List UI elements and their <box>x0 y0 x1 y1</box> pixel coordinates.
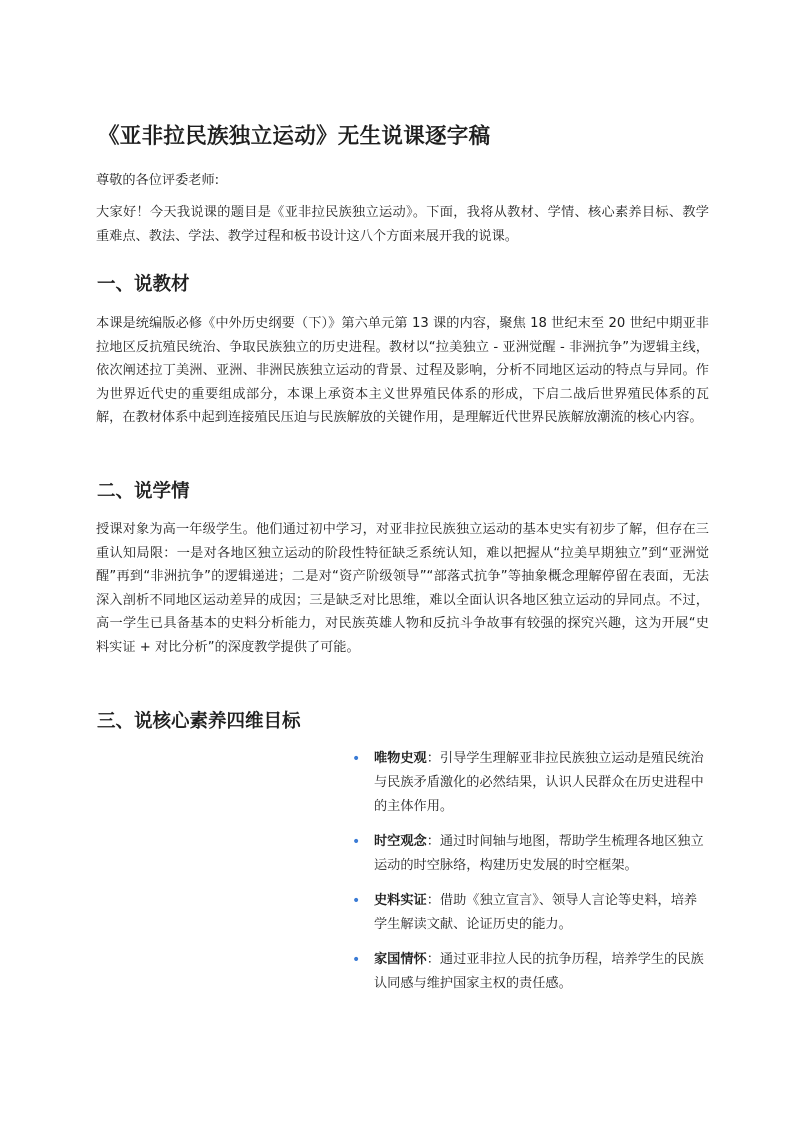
bullet-icon: • <box>352 952 361 968</box>
section-heading-goals: 三、说核心素养四维目标 <box>97 711 301 732</box>
goal-term: 时空观念 <box>374 834 427 849</box>
goals-list <box>352 747 710 1007</box>
goal-term: 唯物史观 <box>374 751 427 766</box>
list-item <box>352 747 710 819</box>
list-item <box>352 830 710 878</box>
goal-description: ：通过亚非拉人民的抗争历程，培养学生的民族认同感与维护国家主权的责任感。 <box>374 952 704 991</box>
intro-paragraph: 大家好！今天我说课的题目是《亚非拉民族独立运动》。下面，我将从教材、学情、核心素养目标、教学重难点、教法、学法、教学过程和板书设计这八个方面来展开我的说课。 <box>96 205 709 244</box>
list-item <box>352 948 710 996</box>
document-title: 《亚非拉民族独立运动》无生说课逐字稿 <box>98 124 491 149</box>
goal-description: ：通过时间轴与地图，帮助学生梳理各地区独立运动的时空脉络，构建历史发展的时空框架。 <box>374 834 704 873</box>
bullet-icon: • <box>352 751 361 767</box>
goal-term: 家国情怀 <box>374 952 427 967</box>
section-heading-textbook: 一、说教材 <box>97 274 190 295</box>
goal-description: ：借助《独立宣言》、领导人言论等史料，培养学生解读文献、论证历史的能力。 <box>374 893 698 932</box>
greeting: 尊敬的各位评委老师: <box>96 173 220 188</box>
bullet-icon: • <box>352 834 361 850</box>
goal-term: 史料实证 <box>374 893 427 908</box>
bullet-icon: • <box>352 893 361 909</box>
section-heading-students: 二、说学情 <box>97 481 190 502</box>
section-text-textbook: 本课是统编版必修《中外历史纲要（下）》第六单元第 13 课的内容，聚焦 18 世纪末至 20 世纪中期亚非拉地区反抗殖民统治、争取民族独立的历史进程。教材以“拉美独立 - 亚洲觉醒 - 非洲抗争”为逻辑主线，依次阐述拉丁美洲、亚洲、非洲民族独立运动的背景、过程及影响，分析不同地区运动的特点与异同。作为世界近代史的重要组成部分，本课上承资本主义世界殖民体系的形成，下启二战后世界殖民体系的瓦解，在教材体系中起到连接殖民压迫与民族解放的关键作用，是理解近代世界民族解放潮流的核心内容。 <box>96 316 709 425</box>
section-text-students: 授课对象为高一年级学生。他们通过初中学习，对亚非拉民族独立运动的基本史实有初步了解，但存在三重认知局限：一是对各地区独立运动的阶段性特征缺乏系统认知，难以把握从“拉美早期独立”到“亚洲觉醒”再到“非洲抗争”的逻辑递进；二是对“资产阶级领导”“部落式抗争”等抽象概念理解停留在表面，无法深入剖析不同地区运动差异的成因；三是缺乏对比思维，难以全面认识各地区独立运动的异同点。不过，高一学生已具备基本的史料分析能力，对民族英雄人物和反抗斗争故事有较强的探究兴趣，这为开展“史料实证 + 对比分析”的深度教学提供了可能。 <box>96 522 709 655</box>
goal-description: ：引导学生理解亚非拉民族独立运动是殖民统治与民族矛盾激化的必然结果，认识人民群众在历史进程中的主体作用。 <box>374 751 704 814</box>
list-item <box>352 889 710 937</box>
